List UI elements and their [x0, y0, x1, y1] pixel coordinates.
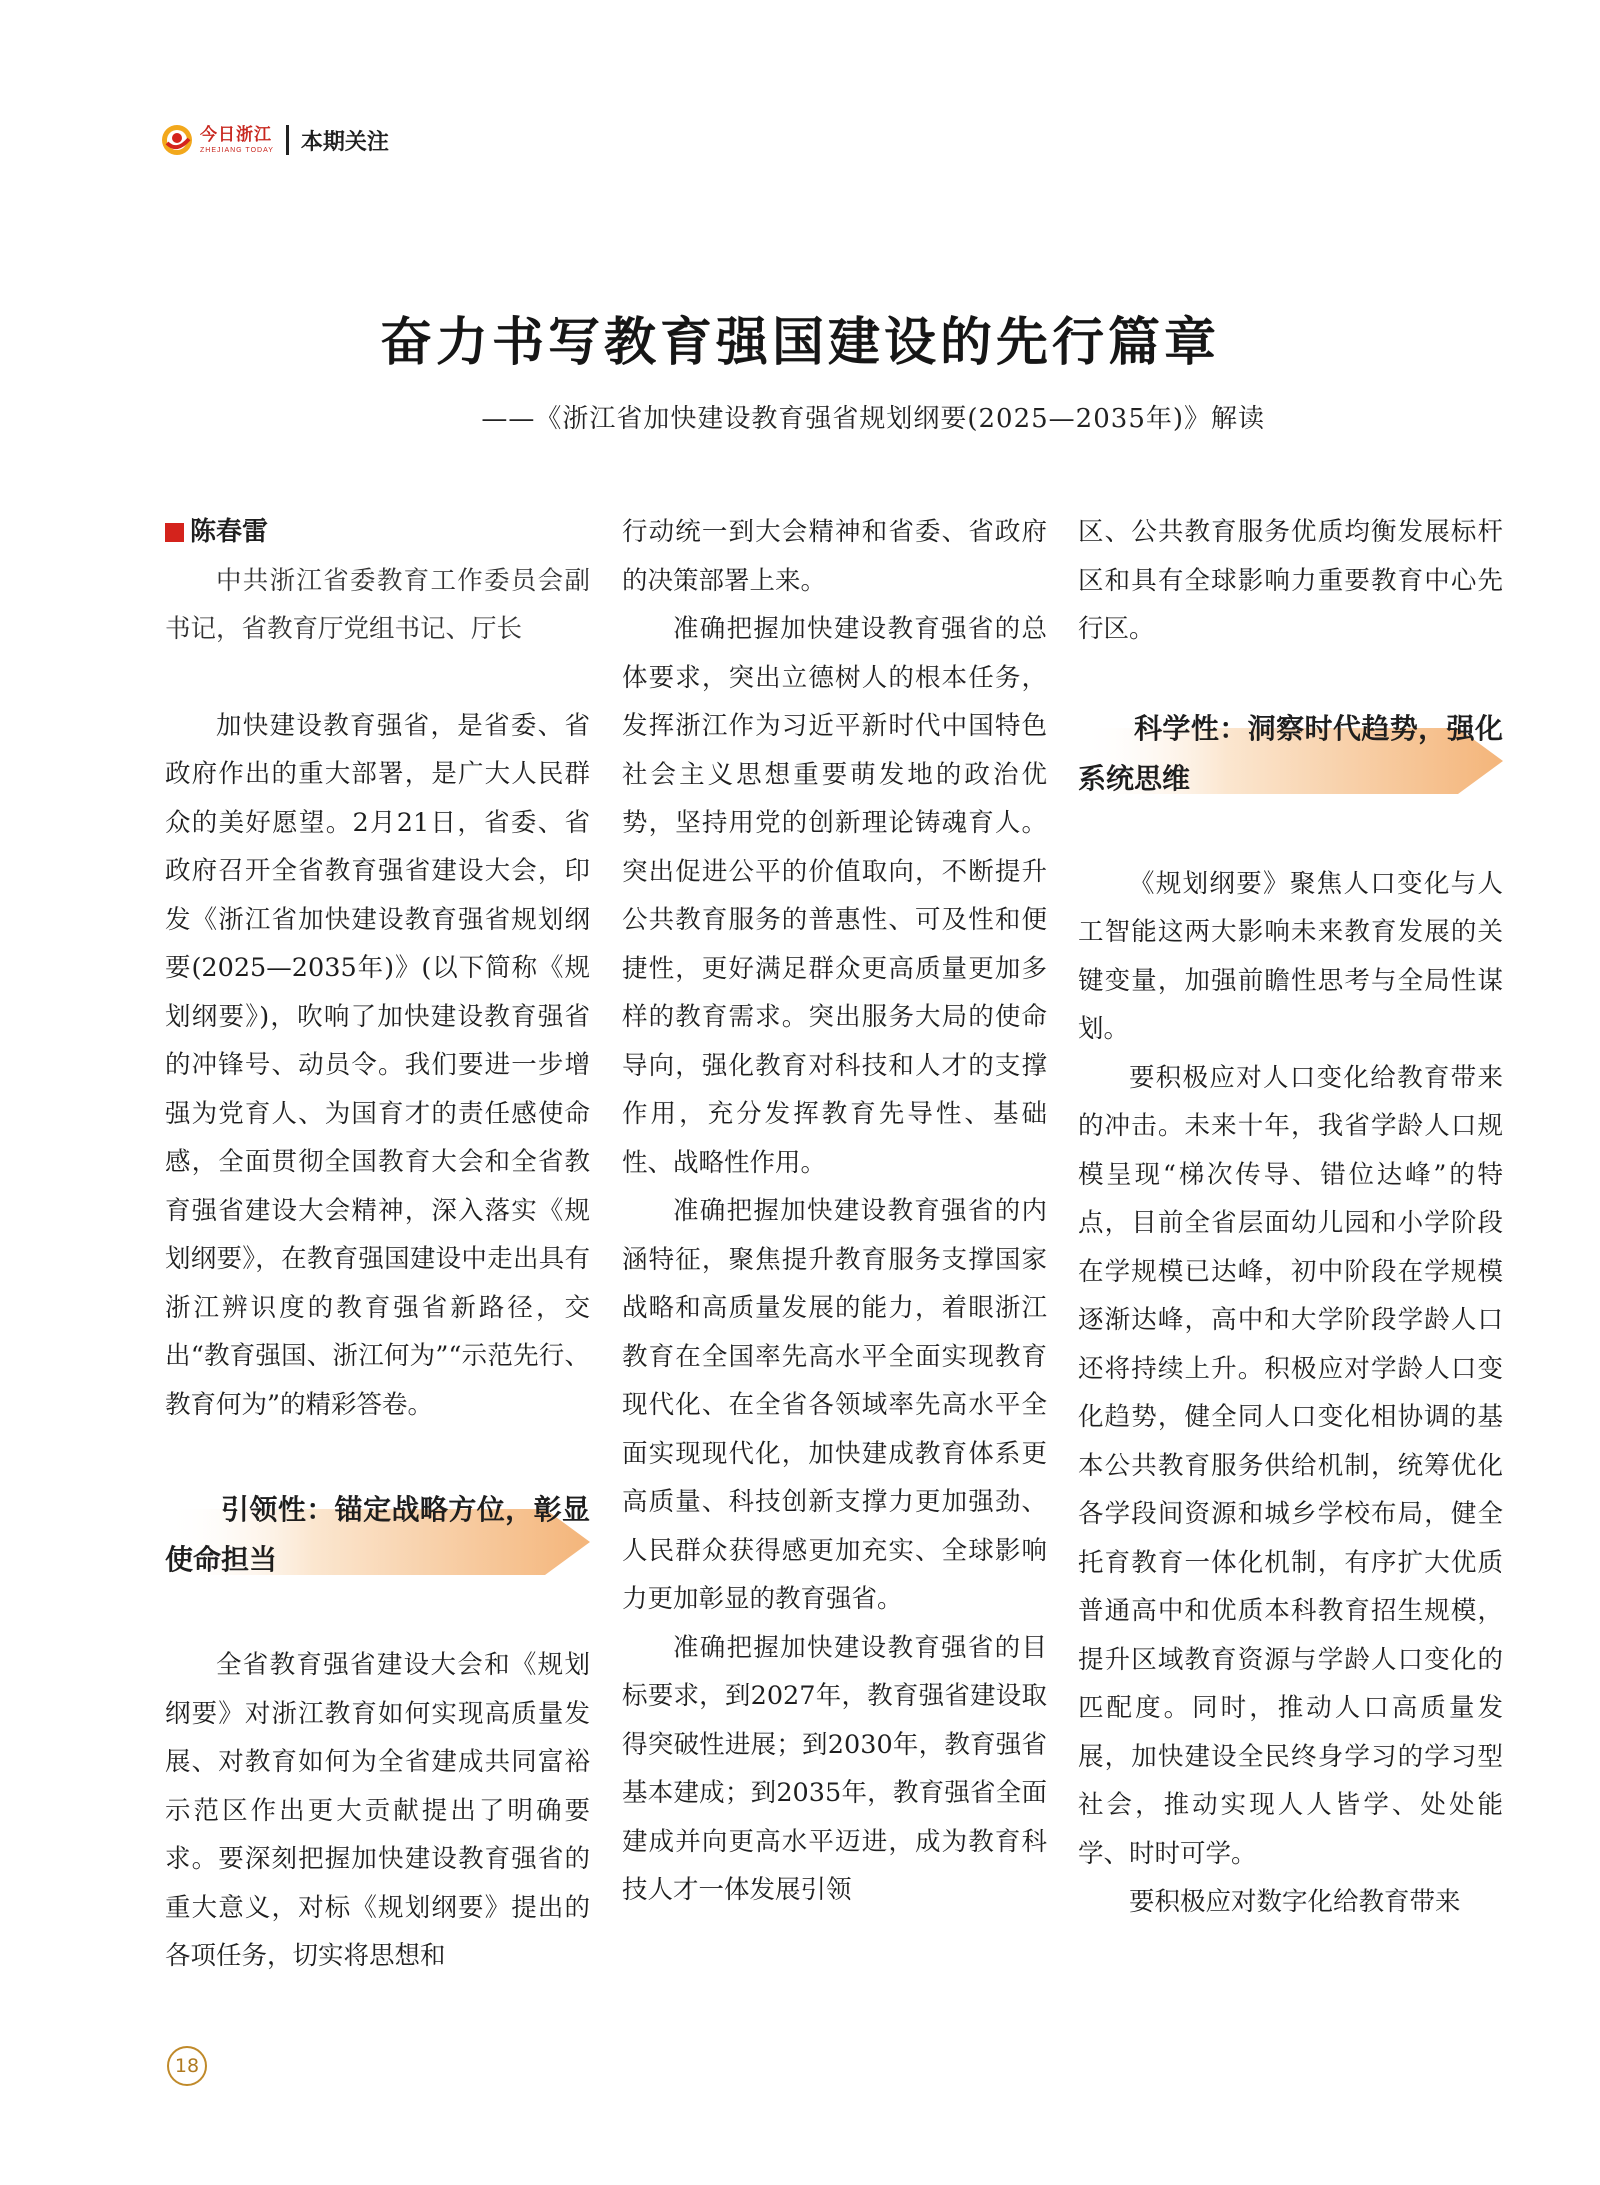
- paragraph: 《规划纲要》聚焦人口变化与人工智能这两大影响未来教育发展的关键变量，加强前瞻性思考与全局性谋划。: [1078, 868, 1503, 1044]
- column-2: [622, 508, 1047, 1915]
- author-byline: [165, 508, 590, 557]
- logo-chinese-text: 今日浙江: [200, 124, 272, 145]
- section-heading-2: 科学性：洞察时代趋势，强化系统思维: [1078, 711, 1503, 795]
- page-number: 18: [167, 2046, 207, 2086]
- column-1: [165, 508, 590, 1981]
- sun-logo-icon: [160, 123, 194, 157]
- magazine-logo: [160, 123, 274, 157]
- paragraph: 要积极应对数字化给教育带来: [1129, 1887, 1461, 1917]
- column-3: [1078, 508, 1503, 1927]
- paragraph-continued: 行动统一到大会精神和省委、省政府的决策部署上来。: [622, 517, 1047, 596]
- paragraph: 加快建设教育强省，是省委、省政府作出的重大部署，是广大人民群众的美好愿望。2月21日，省委、省政府召开全省教育强省建设大会，印发《浙江省加快建设教育强省规划纲要(2025—2035年)》(以下简称《规划纲要》)，吹响了加快建设教育强省的冲锋号、动员令。我们要进一步增强为党育人、为国育才的责任感使命感，全面贯彻全国教育大会和全省教育强省建设大会精神，深入落实《规划纲要》，在教育强国建设中走出具有浙江辨识度的教育强省新路径，交出“教育强国、浙江何为”“示范先行、教育何为”的精彩答卷。: [165, 710, 590, 1420]
- paragraph: 准确把握加快建设教育强省的内涵特征，聚焦提升教育服务支撑国家战略和高质量发展的能力，着眼浙江教育在全国率先高水平全面实现教育现代化、在全省各领域率先高水平全面实现现代化，加快建成教育体系更高质量、科技创新支撑力更加强劲、人民群众获得感更加充实、全球影响力更加彰显的教育强省。: [622, 1196, 1047, 1614]
- section-heading-1: 引领性：锚定战略方位，彰显使命担当: [165, 1493, 590, 1576]
- section-label: 本期关注: [300, 129, 389, 155]
- paragraph-continued: 区、公共教育服务优质均衡发展标杆区和具有全球影响力重要教育中心先行区。: [1078, 517, 1503, 644]
- paragraph: 全省教育强省建设大会和《规划纲要》对浙江教育如何实现高质量发展、对教育如何为全省建成共同富裕示范区作出更大贡献提出了明确要求。要深刻把握加快建设教育强省的重大意义，对标《规划纲要》提出的各项任务，切实将思想和: [165, 1650, 590, 1971]
- article-title: 奋力书写教育强国建设的先行篇章: [379, 312, 1220, 373]
- logo-english-text: ZHEJIANG TODAY: [200, 146, 274, 154]
- author-title: 中共浙江省委教育工作委员会副书记，省教育厅党组书记、厅长: [165, 565, 590, 644]
- paragraph: 准确把握加快建设教育强省的总体要求，突出立德树人的根本任务，发挥浙江作为习近平新时代中国特色社会主义思想重要萌发地的政治优势，坚持用党的创新理论铸魂育人。突出促进公平的价值取向，不断提升公共教育服务的普惠性、可及性和便捷性，更好满足群众更高质量更加多样的教育需求。突出服务大局的使命导向，强化教育对科技和人才的支撑作用，充分发挥教育先导性、基础性、战略性作用。: [622, 614, 1047, 1178]
- page-header: [160, 118, 389, 162]
- paragraph: 要积极应对人口变化给教育带来的冲击。未来十年，我省学龄人口规模呈现“梯次传导、错位达峰”的特点，目前全省层面幼儿园和小学阶段在学规模已达峰，初中阶段在学规模逐渐达峰，高中和大学阶段学龄人口还将持续上升。积极应对学龄人口变化趋势，健全同人口变化相协调的基本公共教育服务供给机制，统筹优化各学段间资源和城乡学校布局，健全托育教育一体化机制，有序扩大优质普通高中和优质本科教育招生规模，提升区域教育资源与学龄人口变化的匹配度。同时，推动人口高质量发展，加快建设全民终身学习的学习型社会，推动实现人人皆学、处处能学、时时可学。: [1078, 1062, 1503, 1869]
- paragraph: 准确把握加快建设教育强省的目标要求，到2027年，教育强省建设取得突破性进展；到2030年，教育强省基本建成；到2035年，教育强省全面建成并向更高水平迈进，成为教育科技人才一体发展引领: [622, 1632, 1047, 1905]
- header-divider: [286, 125, 289, 155]
- byline-marker-icon: [165, 523, 184, 542]
- article-subtitle: ——《浙江省加快建设教育强省规划纲要(2025—2035年)》解读: [481, 404, 1265, 434]
- author-name: 陈春雷: [190, 517, 269, 547]
